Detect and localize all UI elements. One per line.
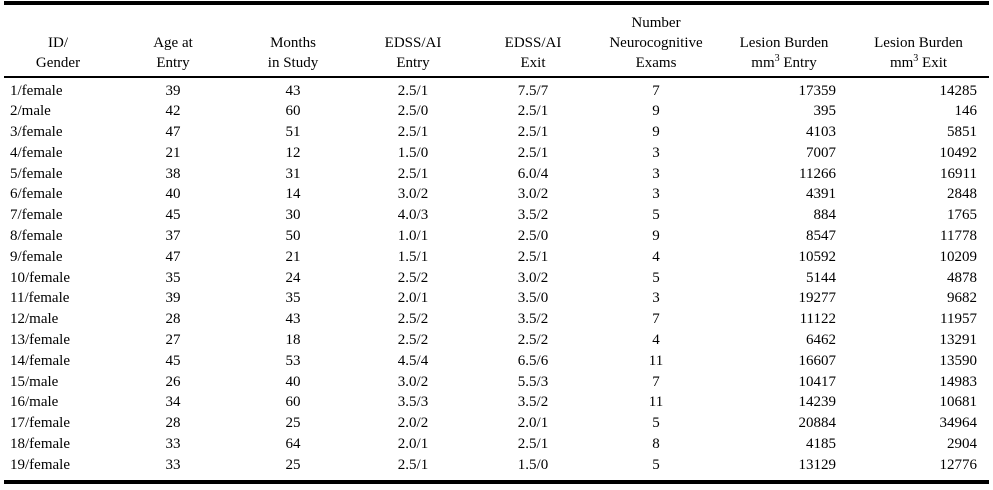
- table-row: [4, 268, 989, 289]
- cell-lesion-exit: 12776: [939, 456, 977, 473]
- cell-edss-entry: 2.0/2: [397, 415, 429, 432]
- table-row: [4, 101, 989, 122]
- cell-age-at-entry: 34: [165, 394, 181, 411]
- cell-lesion-exit: 146: [954, 103, 977, 120]
- cell-age-at-entry: 21: [165, 144, 181, 161]
- header-lesion-burden-exit: Lesion Burden $mm^3$ Exit: [874, 35, 963, 71]
- table-row: [4, 351, 989, 372]
- data-table-container: [4, 0, 989, 484]
- cell-months-in-study: 53: [285, 352, 301, 369]
- header-id-gender: ID/ Gender: [35, 35, 81, 71]
- cell-edss-entry: 4.0/3: [397, 207, 429, 224]
- cell-lesion-entry: 11122: [799, 311, 836, 328]
- cell-edss-exit: 6.5/6: [517, 352, 549, 369]
- cell-edss-exit: 6.0/4: [517, 165, 549, 182]
- cell-edss-entry: 1.5/1: [397, 248, 429, 265]
- cell-lesion-exit: 1765: [947, 207, 977, 224]
- cell-neurocognitive-exams: 4: [652, 332, 660, 349]
- cell-edss-entry: 2.5/2: [397, 269, 429, 286]
- cell-neurocognitive-exams: 5: [652, 269, 660, 286]
- header-age-at-entry: Age at Entry: [153, 35, 193, 71]
- cell-age-at-entry: 39: [165, 82, 181, 99]
- cell-neurocognitive-exams: 11: [648, 352, 664, 369]
- cell-lesion-exit: 14285: [939, 82, 977, 99]
- cell-months-in-study: 25: [285, 456, 301, 473]
- cell-lesion-exit: 5851: [947, 124, 977, 141]
- table-row: [4, 455, 989, 476]
- table-row: [4, 164, 989, 185]
- cell-id-gender: 10/female: [10, 269, 70, 286]
- cell-neurocognitive-exams: 5: [652, 415, 660, 432]
- cell-age-at-entry: 40: [165, 186, 181, 203]
- cell-months-in-study: 43: [285, 82, 301, 99]
- cell-neurocognitive-exams: 9: [652, 228, 660, 245]
- cell-lesion-entry: 7007: [806, 144, 836, 161]
- cell-lesion-entry: 10417: [798, 373, 836, 390]
- cell-months-in-study: 35: [285, 290, 301, 307]
- cell-neurocognitive-exams: 7: [652, 373, 660, 390]
- table-row: [4, 434, 989, 455]
- cell-edss-exit: 3.0/2: [517, 186, 549, 203]
- cell-age-at-entry: 27: [165, 332, 181, 349]
- cell-id-gender: 3/female: [10, 124, 63, 141]
- cell-lesion-exit: 11778: [940, 228, 977, 245]
- cell-months-in-study: 64: [285, 436, 301, 453]
- cell-neurocognitive-exams: 9: [652, 103, 660, 120]
- cell-lesion-entry: 19277: [798, 290, 836, 307]
- table-row: [4, 392, 989, 413]
- cell-edss-entry: 4.5/4: [397, 352, 429, 369]
- cell-age-at-entry: 28: [165, 415, 181, 432]
- cell-lesion-entry: 884: [813, 207, 836, 224]
- cell-id-gender: 13/female: [10, 332, 70, 349]
- cell-age-at-entry: 45: [165, 352, 181, 369]
- cell-id-gender: 14/female: [10, 352, 70, 369]
- cell-months-in-study: 50: [285, 228, 301, 245]
- cell-edss-exit: 3.5/2: [517, 207, 549, 224]
- table-row: [4, 122, 989, 143]
- cell-id-gender: 1/female: [10, 82, 63, 99]
- cell-edss-exit: 7.5/7: [517, 82, 549, 99]
- cell-lesion-entry: 6462: [806, 332, 836, 349]
- cell-lesion-entry: 4391: [806, 186, 836, 203]
- cell-months-in-study: 51: [285, 124, 301, 141]
- cell-age-at-entry: 33: [165, 436, 181, 453]
- header-neurocognitive-exams: Number Neurocognitive Exams: [609, 15, 703, 71]
- cell-edss-exit: 2.5/1: [517, 103, 549, 120]
- cell-id-gender: 16/male: [10, 394, 59, 411]
- table-row: [4, 247, 989, 268]
- cell-neurocognitive-exams: 9: [652, 124, 660, 141]
- cell-lesion-exit: 10492: [939, 144, 977, 161]
- cell-edss-exit: 1.5/0: [517, 456, 549, 473]
- cell-age-at-entry: 38: [165, 165, 181, 182]
- table-row: [4, 184, 989, 205]
- cell-age-at-entry: 47: [165, 124, 181, 141]
- cell-edss-exit: 5.5/3: [517, 373, 549, 390]
- cell-age-at-entry: 39: [165, 290, 181, 307]
- cell-lesion-entry: 4185: [806, 436, 836, 453]
- cell-age-at-entry: 35: [165, 269, 181, 286]
- cell-months-in-study: 24: [285, 269, 301, 286]
- cell-edss-entry: 3.0/2: [397, 373, 429, 390]
- cell-age-at-entry: 33: [165, 456, 181, 473]
- cell-neurocognitive-exams: 7: [652, 311, 660, 328]
- cell-id-gender: 12/male: [10, 311, 59, 328]
- cell-lesion-exit: 9682: [947, 290, 977, 307]
- cell-edss-exit: 3.5/2: [517, 311, 549, 328]
- cell-lesion-exit: 2904: [947, 436, 977, 453]
- table-row: [4, 330, 989, 351]
- cell-edss-exit: 2.5/1: [517, 248, 549, 265]
- table-row: [4, 226, 989, 247]
- cell-edss-entry: 2.5/0: [397, 103, 429, 120]
- cell-lesion-entry: 14239: [798, 394, 836, 411]
- cell-edss-entry: 1.5/0: [397, 144, 429, 161]
- cell-edss-exit: 3.5/0: [517, 290, 549, 307]
- cell-id-gender: 15/male: [10, 373, 59, 390]
- table-body: [4, 78, 989, 476]
- cell-edss-exit: 2.5/2: [517, 332, 549, 349]
- cell-neurocognitive-exams: 5: [652, 456, 660, 473]
- cell-months-in-study: 21: [285, 248, 301, 265]
- cell-lesion-entry: 11266: [799, 165, 836, 182]
- header-lesion-burden-entry: Lesion Burden $mm^3$ Entry: [739, 35, 829, 71]
- cell-age-at-entry: 45: [165, 207, 181, 224]
- cell-edss-exit: 2.5/1: [517, 144, 549, 161]
- cell-edss-exit: 2.5/1: [517, 124, 549, 141]
- cell-id-gender: 6/female: [10, 186, 63, 203]
- cell-edss-entry: 2.5/1: [397, 124, 429, 141]
- cell-id-gender: 4/female: [10, 144, 63, 161]
- cell-months-in-study: 25: [285, 415, 301, 432]
- cell-lesion-entry: 13129: [798, 456, 836, 473]
- cell-id-gender: 8/female: [10, 228, 63, 245]
- patient-table: [4, 5, 989, 476]
- cell-months-in-study: 31: [285, 165, 301, 182]
- cell-age-at-entry: 47: [165, 248, 181, 265]
- table-row: [4, 78, 989, 102]
- cell-lesion-exit: 13590: [939, 352, 977, 369]
- cell-months-in-study: 14: [285, 186, 301, 203]
- cell-id-gender: 9/female: [10, 248, 63, 265]
- cell-age-at-entry: 37: [165, 228, 181, 245]
- cell-lesion-entry: 8547: [806, 228, 836, 245]
- cell-edss-exit: 2.0/1: [517, 415, 549, 432]
- cell-edss-entry: 2.0/1: [397, 436, 429, 453]
- cell-edss-entry: 2.5/1: [397, 82, 429, 99]
- cell-edss-entry: 2.5/2: [397, 311, 429, 328]
- cell-lesion-entry: 20884: [798, 415, 836, 432]
- cell-lesion-entry: 16607: [798, 352, 836, 369]
- cell-age-at-entry: 42: [165, 103, 181, 120]
- cell-id-gender: 11/female: [10, 290, 70, 307]
- cell-lesion-entry: 5144: [806, 269, 836, 286]
- table-row: [4, 288, 989, 309]
- cell-id-gender: 19/female: [10, 456, 70, 473]
- cell-age-at-entry: 26: [165, 373, 181, 390]
- table-row: [4, 413, 989, 434]
- cell-lesion-exit: 10209: [939, 248, 977, 265]
- cell-neurocognitive-exams: 8: [652, 436, 660, 453]
- cell-months-in-study: 30: [285, 207, 301, 224]
- cell-edss-entry: 2.5/2: [397, 332, 429, 349]
- cell-months-in-study: 12: [285, 144, 301, 161]
- cell-lesion-exit: 34964: [939, 415, 977, 432]
- cell-edss-exit: 3.5/2: [517, 394, 549, 411]
- cell-lesion-entry: 17359: [798, 82, 836, 99]
- cell-neurocognitive-exams: 3: [652, 144, 660, 161]
- table-row: [4, 143, 989, 164]
- cell-lesion-entry: 395: [813, 103, 836, 120]
- cell-lesion-exit: 13291: [939, 332, 977, 349]
- cell-neurocognitive-exams: 3: [652, 186, 660, 203]
- cell-id-gender: 5/female: [10, 165, 63, 182]
- cell-neurocognitive-exams: 4: [652, 248, 660, 265]
- header-row: [4, 5, 989, 76]
- cell-age-at-entry: 28: [165, 311, 181, 328]
- cell-lesion-exit: 16911: [940, 165, 977, 182]
- table-row: [4, 372, 989, 393]
- cell-months-in-study: 40: [285, 373, 301, 390]
- cell-lesion-exit: 2848: [947, 186, 977, 203]
- cell-id-gender: 2/male: [10, 103, 51, 120]
- cell-neurocognitive-exams: 3: [652, 290, 660, 307]
- header-edss-exit: EDSS/AI Exit: [504, 35, 562, 71]
- cell-months-in-study: 60: [285, 394, 301, 411]
- cell-edss-entry: 2.5/1: [397, 165, 429, 182]
- cell-lesion-exit: 4878: [947, 269, 977, 286]
- cell-neurocognitive-exams: 3: [652, 165, 660, 182]
- cell-months-in-study: 43: [285, 311, 301, 328]
- cell-neurocognitive-exams: 7: [652, 82, 660, 99]
- cell-neurocognitive-exams: 5: [652, 207, 660, 224]
- cell-id-gender: 17/female: [10, 415, 70, 432]
- cell-edss-entry: 2.5/1: [397, 456, 429, 473]
- cell-lesion-exit: 14983: [939, 373, 977, 390]
- cell-id-gender: 7/female: [10, 207, 63, 224]
- cell-lesion-entry: 4103: [806, 124, 836, 141]
- cell-edss-entry: 2.0/1: [397, 290, 429, 307]
- cell-lesion-exit: 10681: [939, 394, 977, 411]
- table-row: [4, 309, 989, 330]
- cell-neurocognitive-exams: 11: [648, 394, 664, 411]
- cell-lesion-entry: 10592: [798, 248, 836, 265]
- bottom-rule: [4, 480, 989, 484]
- cell-lesion-exit: 11957: [940, 311, 977, 328]
- cell-id-gender: 18/female: [10, 436, 70, 453]
- header-edss-entry: EDSS/AI Entry: [384, 35, 442, 71]
- table-row: [4, 205, 989, 226]
- header-months-in-study: Months in Study: [267, 35, 319, 71]
- cell-edss-exit: 2.5/1: [517, 436, 549, 453]
- cell-edss-exit: 2.5/0: [517, 228, 549, 245]
- cell-edss-entry: 1.0/1: [397, 228, 429, 245]
- cell-months-in-study: 18: [285, 332, 301, 349]
- cell-edss-entry: 3.0/2: [397, 186, 429, 203]
- cell-months-in-study: 60: [285, 103, 301, 120]
- cell-edss-exit: 3.0/2: [517, 269, 549, 286]
- cell-edss-entry: 3.5/3: [397, 394, 429, 411]
